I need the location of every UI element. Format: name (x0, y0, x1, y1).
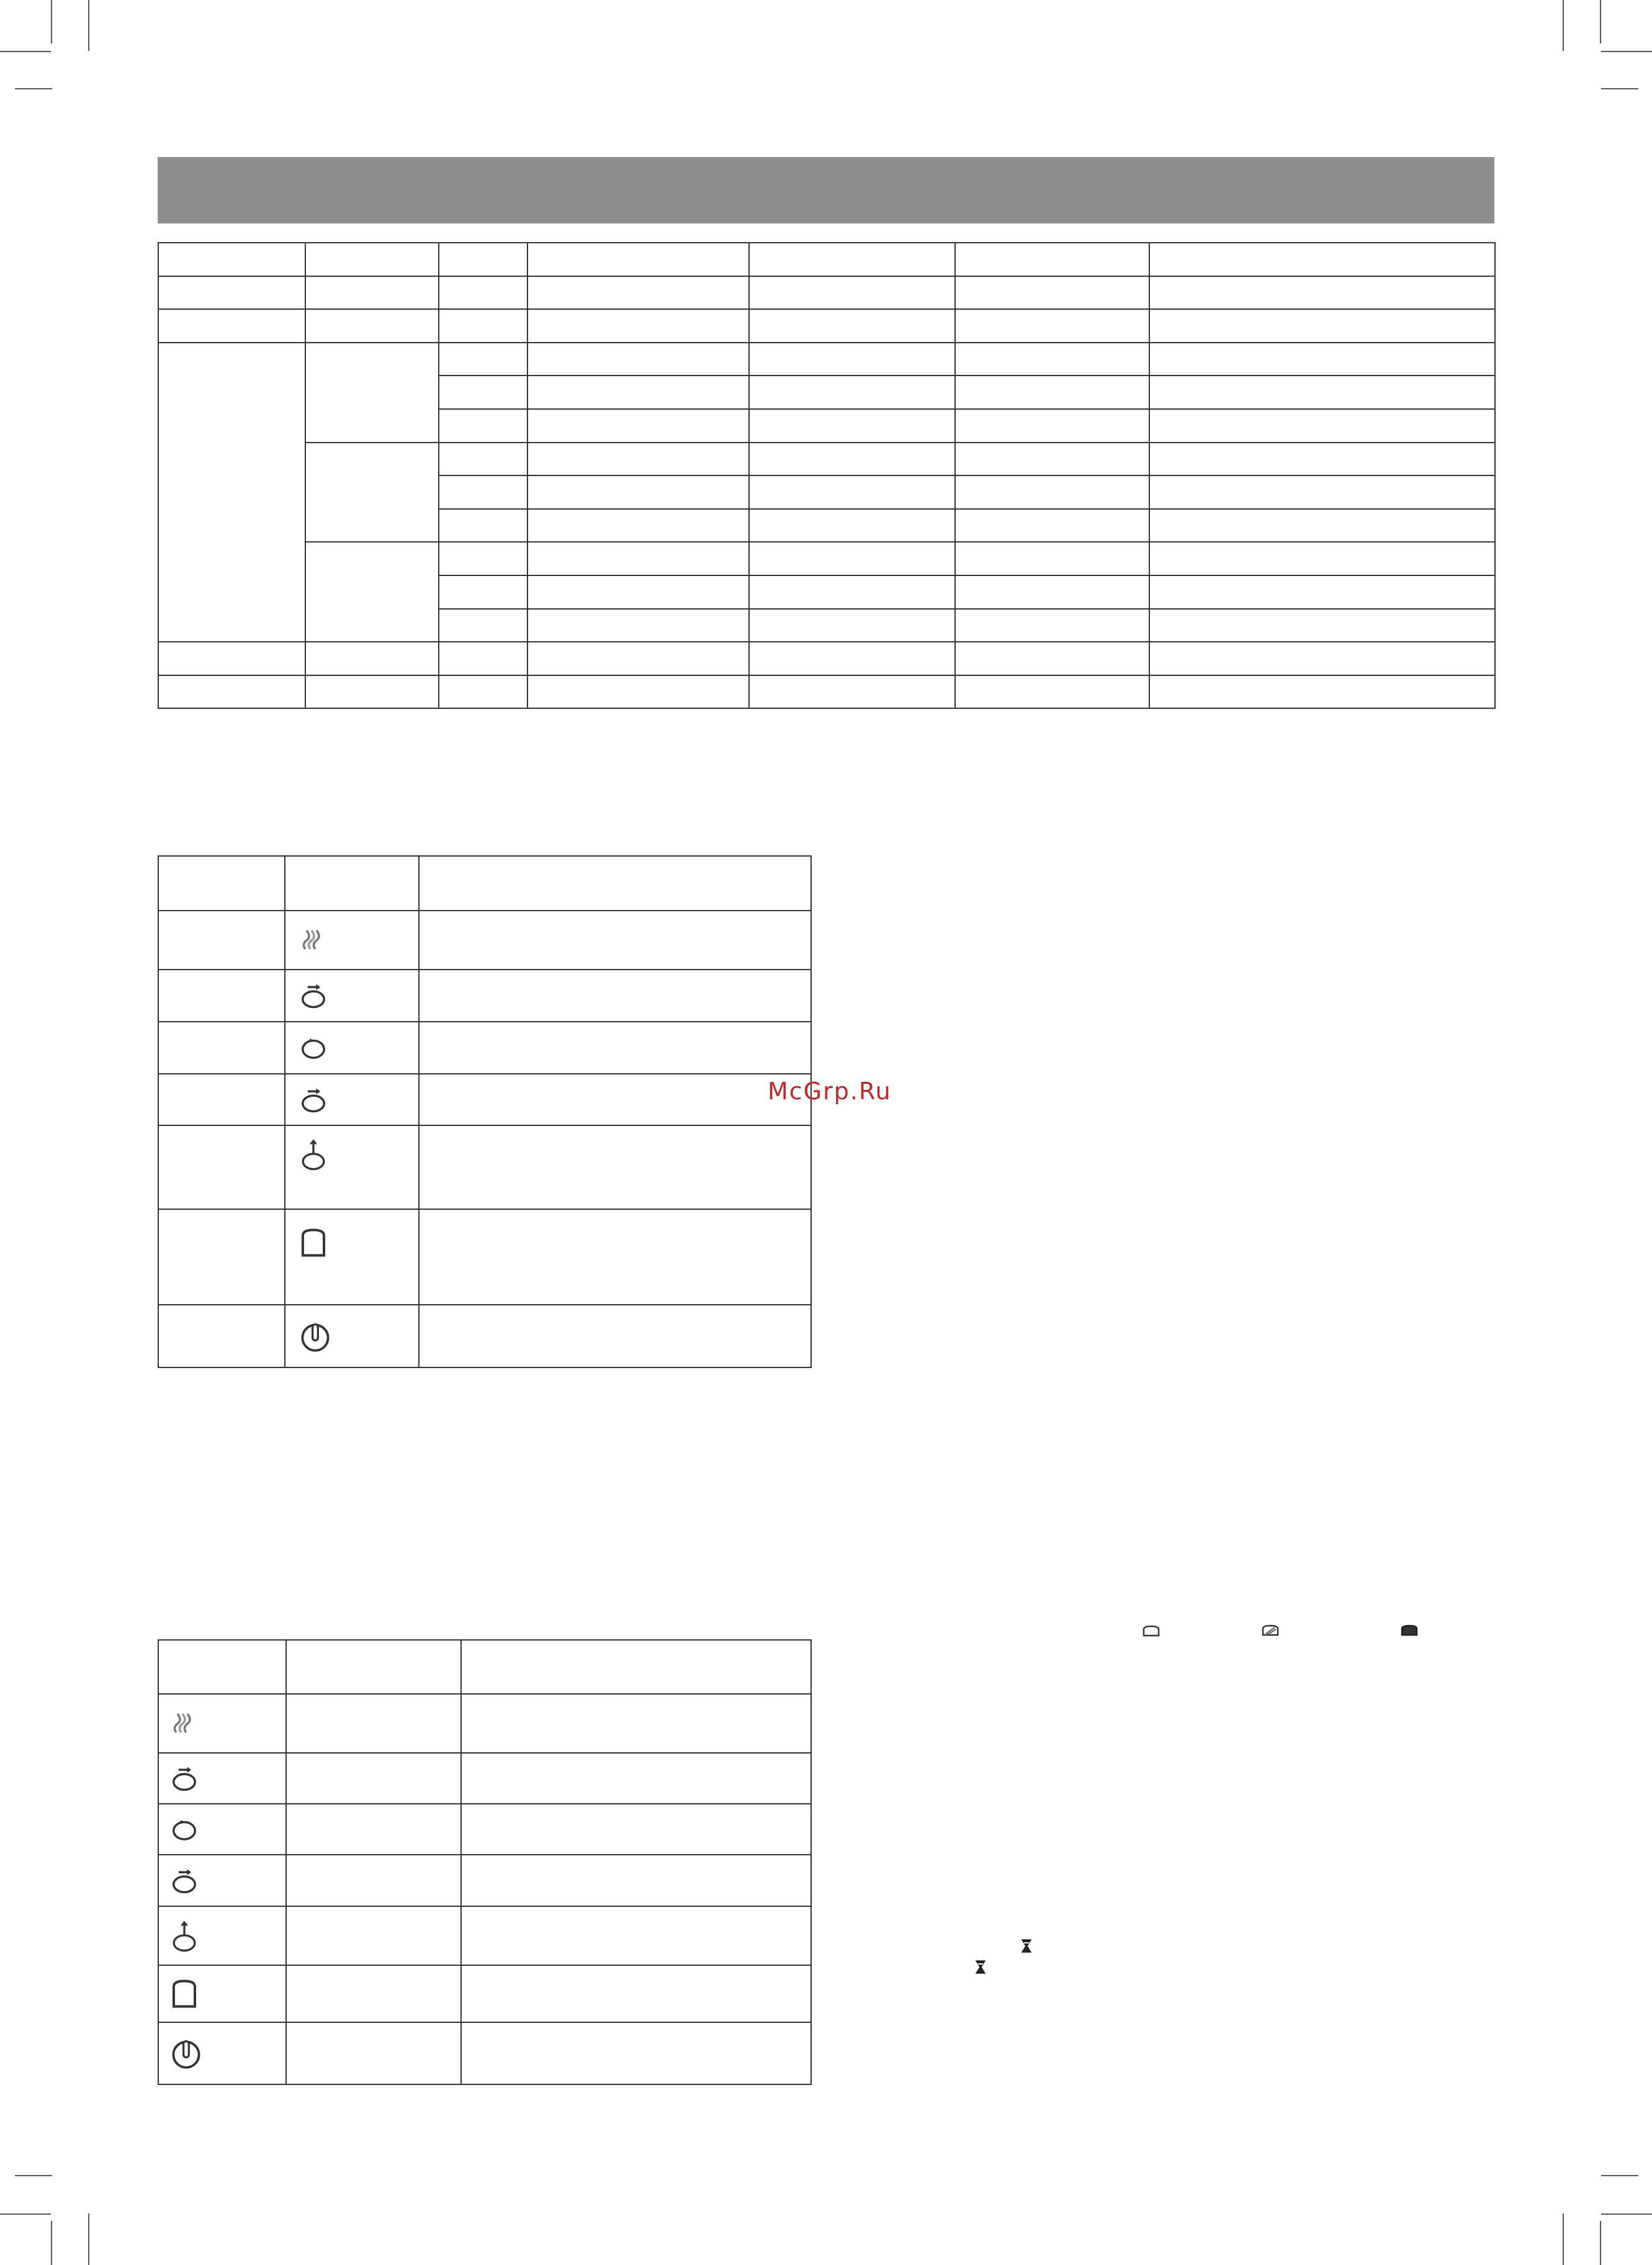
pot-up-arrow-icon (170, 1919, 199, 1953)
section-header-bar (158, 157, 1494, 223)
hourglass-icon (1020, 1939, 1033, 1953)
table-row (158, 2022, 811, 2084)
icon-table (158, 1639, 812, 2085)
bread-icon (299, 1227, 328, 1258)
pot-up-arrow-icon (299, 1137, 328, 1172)
pot-lid-arrow-icon (299, 1086, 328, 1114)
crop-mark (15, 88, 52, 89)
table-row (158, 1074, 811, 1125)
table-row (158, 911, 811, 970)
watermark: McGrp.Ru (768, 1078, 892, 1105)
program-table (158, 855, 812, 1368)
power-icon (299, 1320, 331, 1353)
crop-mark (1600, 0, 1601, 43)
bread-icon (170, 1978, 199, 2009)
crop-mark (88, 2213, 89, 2265)
table-row (158, 970, 811, 1022)
light-crust-icon (1142, 1624, 1160, 1638)
crop-mark (1563, 2213, 1564, 2265)
table-row (158, 1305, 811, 1367)
crop-mark (0, 2213, 51, 2215)
table-row (158, 443, 1495, 476)
table-row (158, 1022, 811, 1074)
spec-table (158, 242, 1496, 709)
table-row (158, 1753, 811, 1804)
crop-mark (1601, 51, 1652, 52)
table-row (158, 343, 1495, 376)
hourglass-icon (974, 1960, 987, 1975)
table-row (158, 309, 1495, 343)
pot-round-icon (299, 1033, 328, 1062)
crop-mark (1601, 2213, 1652, 2215)
power-icon (170, 2037, 202, 2069)
table-row (158, 1804, 811, 1855)
steam-icon (299, 928, 324, 953)
dark-crust-icon (1400, 1624, 1419, 1638)
crop-mark (1600, 2221, 1601, 2265)
crop-mark (1563, 0, 1564, 51)
pot-round-icon (170, 1815, 199, 1844)
table-header-row (158, 856, 811, 911)
crop-mark (0, 51, 51, 52)
table-row (158, 1906, 811, 1965)
crop-mark (15, 2175, 52, 2176)
table-row (158, 1209, 811, 1305)
table-header-row (158, 1640, 811, 1694)
table-row (158, 542, 1495, 575)
crop-mark (1601, 2175, 1638, 2176)
table-row (158, 642, 1495, 675)
crop-mark (51, 2221, 52, 2265)
table-row (158, 243, 1495, 276)
crop-mark (51, 0, 52, 43)
steam-icon (170, 1711, 195, 1736)
table-row (158, 276, 1495, 310)
table-row (158, 1965, 811, 2022)
crop-mark (88, 0, 89, 51)
crop-mark (1601, 88, 1638, 89)
table-row (158, 675, 1495, 709)
table-row (158, 1694, 811, 1753)
pot-lid-arrow-icon (299, 981, 328, 1010)
medium-crust-icon (1261, 1624, 1280, 1638)
table-row (158, 1125, 811, 1209)
pot-lid-arrow-icon (170, 1866, 199, 1895)
table-row (158, 1855, 811, 1906)
pot-lid-arrow-icon (170, 1764, 199, 1793)
